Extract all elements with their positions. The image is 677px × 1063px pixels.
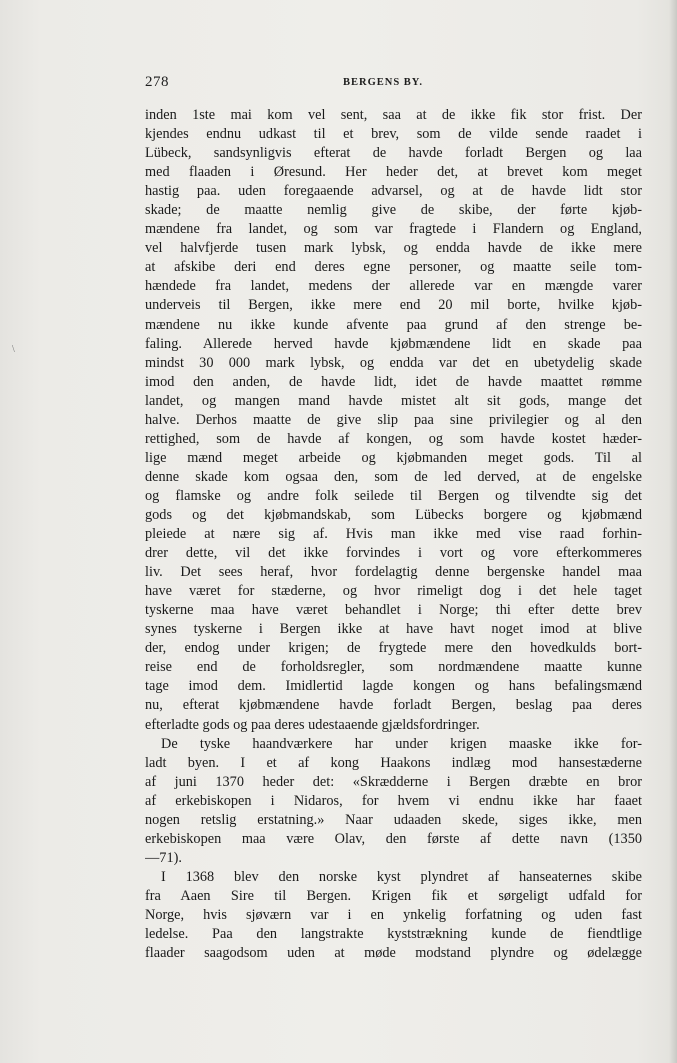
text-line: hændede fra landet, medens der allerede var en mængde varer: [145, 278, 642, 295]
text-line: imod den anden, de havde lidt, idet de havde maattet rømme: [145, 373, 642, 390]
text-line: liv. Det sees heraf, hvor fordelagtig denne bergenske handel maa: [145, 564, 642, 581]
text-line: mindst 30 000 mark lybsk, og endda var det en ubetydelig skade: [145, 354, 642, 371]
text-line: landet, og mangen mand havde mistet alt sit gods, mange det: [145, 392, 642, 409]
text-line: reise end de forholdsregler, som nordmændene maatte kunne: [145, 659, 642, 676]
text-line: denne skade kom ogsaa den, som de led derved, at de engelske: [145, 468, 642, 485]
text-line: kjendes endnu udkast til et brev, som de vilde sende raadet i: [145, 126, 642, 143]
text-line: nu, efterat kjøbmændene havde forladt Bergen, beslag paa deres: [145, 697, 642, 714]
text-line: og flamske og andre folk seilede til Bergen og tilvendte sig det: [145, 487, 642, 504]
page-number: 278: [145, 74, 169, 90]
text-line: af juni 1370 heder det: «Skrædderne i Bergen dræbte en bror: [145, 773, 642, 790]
text-line: hastig paa. uden foregaaende advarsel, og at de havde lidt stor: [145, 183, 642, 200]
text-line: halve. Derhos maatte de give slip paa sine privilegier og al den: [145, 411, 642, 428]
running-head: BERGENS BY.: [343, 77, 424, 88]
text-line: Norge, hvis sjøværn var i en ynkelig forfatning og uden fast: [145, 906, 642, 923]
page-header: [145, 74, 642, 96]
text-line: vel halvfjerde tusen mark lybsk, og endda havde de ikke mere: [145, 240, 642, 257]
text-line: have været for stæderne, og hvor rimeligt dog i det hele taget: [145, 583, 642, 600]
text-line: efterladte gods og paa deres udestaaende gjældsfordringer.: [145, 716, 480, 733]
text-line: —71).: [145, 849, 182, 866]
text-line: tage imod dem. Imidlertid lagde kongen og hans befalingsmænd: [145, 678, 642, 695]
text-line: med flaaden i Øresund. Her heder det, at brevet kom meget: [145, 164, 642, 181]
text-line: ledelse. Paa den langstrakte kyststrækning kunde de fiendtlige: [145, 926, 642, 943]
text-line: nogen retslig erstatning.» Naar udaaden skede, siges ikke, men: [145, 811, 642, 828]
body-text: [145, 106, 642, 963]
text-line: fra Aaen Sire til Bergen. Krigen fik et sørgeligt udfald for: [145, 887, 642, 904]
text-line: faling. Allerede herved havde kjøbmændene lidt en skade paa: [145, 335, 642, 352]
text-line: der, endog under krigen; de frygtede mere den hovedkulds bort-: [145, 640, 642, 657]
text-line: I 1368 blev den norske kyst plyndret af hanseaternes skibe: [161, 868, 642, 885]
text-line: af erkebiskopen i Nidaros, for hvem vi endnu ikke har faaet: [145, 792, 642, 809]
text-line: erkebiskopen maa være Olav, den første af dette navn (1350: [145, 830, 642, 847]
text-line: De tyske haandværkere har under krigen maaske ikke for-: [161, 735, 642, 752]
text-line: synes tyskerne i Bergen ikke at have havt noget imod at blive: [145, 621, 642, 638]
text-line: lige mænd meget arbeide og kjøbmanden meget gods. Til al: [145, 449, 642, 466]
margin-mark: \: [12, 344, 15, 355]
text-line: mændene fra landet, og som var fragtede i Flandern og England,: [145, 221, 642, 238]
text-line: skade; de maatte nemlig give de skibe, der førte kjøb-: [145, 202, 642, 219]
text-line: flaader saagodsom uden at møde modstand plyndre og ødelægge: [145, 945, 642, 962]
text-line: drer dette, vil det ikke forvindes i vort og vore efterkommeres: [145, 545, 642, 562]
page-edge-shadow: [669, 0, 677, 1063]
text-line: pleiede at nære sig af. Hvis man ikke med vise raad forhin-: [145, 526, 642, 543]
text-line: mændene nu ikke kunde afvente paa grund af den strenge be-: [145, 316, 642, 333]
text-line: rettighed, som de havde af kongen, og som havde kostet hæder-: [145, 430, 642, 447]
text-line: tyskerne maa have været behandlet i Norge; thi efter dette brev: [145, 602, 642, 619]
text-line: at afskibe deri end deres egne personer, og maatte seile tom-: [145, 259, 642, 276]
text-line: Lübeck, sandsynligvis efterat de havde forladt Bergen og laa: [145, 145, 642, 162]
text-line: gods og det kjøbmandskab, som Lübecks borgere og kjøbmænd: [145, 506, 642, 523]
text-line: inden 1ste mai kom vel sent, saa at de ikke fik stor frist. Der: [145, 107, 642, 123]
text-line: ladt byen. I et af kong Haakons indlæg mod hansestæderne: [145, 754, 642, 771]
text-line: underveis til Bergen, ikke mere end 20 mil borte, hvilke kjøb-: [145, 297, 642, 314]
